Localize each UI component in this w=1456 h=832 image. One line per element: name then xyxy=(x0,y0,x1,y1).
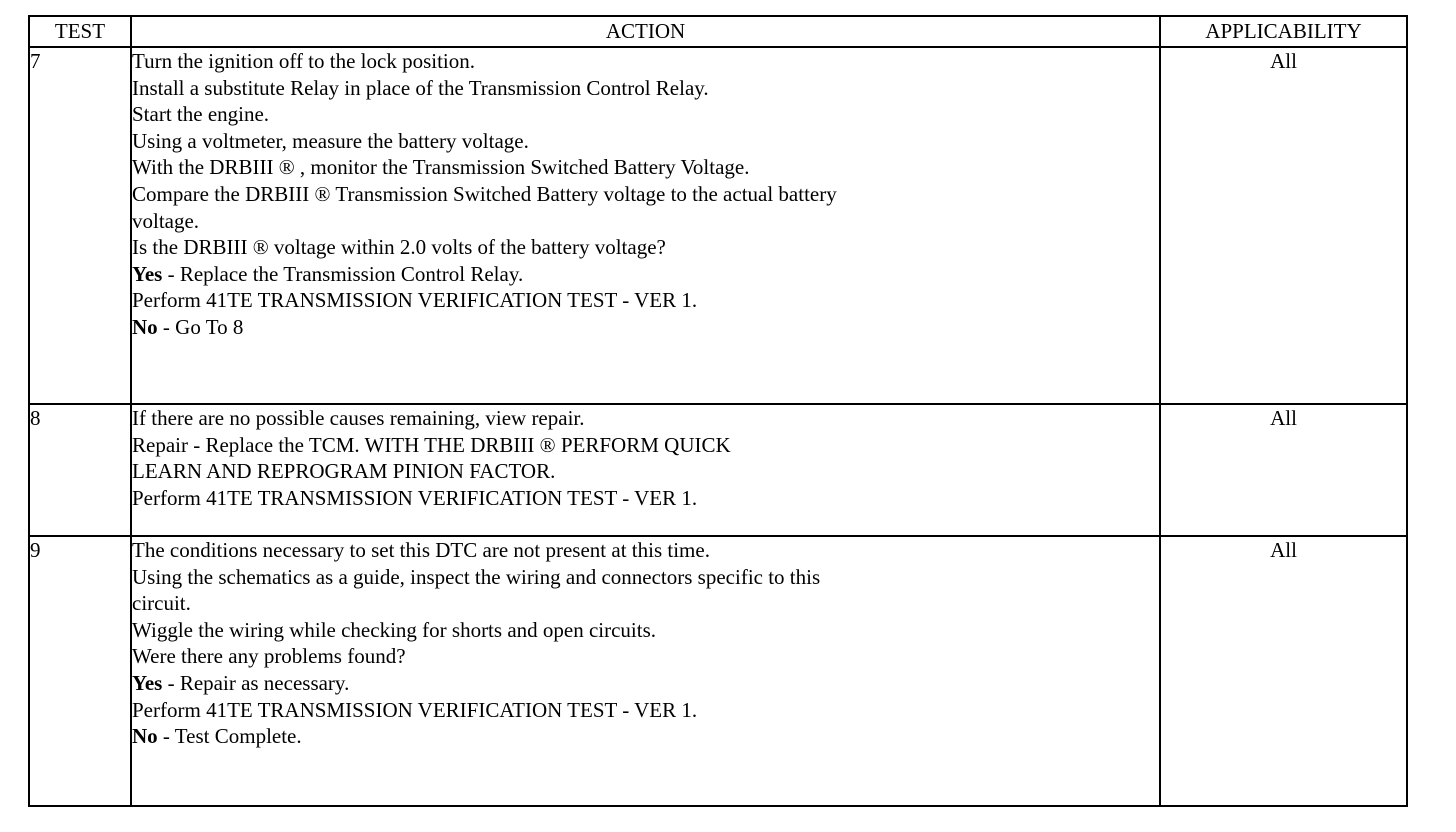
action-line: Turn the ignition off to the lock position. xyxy=(132,49,476,73)
action-line: Compare the DRBIII ® Transmission Switched Battery voltage to the actual battery xyxy=(132,181,837,206)
applicability-cell: All xyxy=(1160,47,1407,404)
action-line: Were there any problems found? xyxy=(132,644,406,669)
action-line: Perform 41TE TRANSMISSION VERIFICATION TEST - VER 1. xyxy=(132,697,698,722)
header-row xyxy=(29,16,1407,47)
action-line-no: No - Go To 8 xyxy=(132,314,244,339)
action-cell xyxy=(131,47,1160,404)
action-line: LEARN AND REPROGRAM PINION FACTOR. xyxy=(132,459,556,484)
table-row xyxy=(29,404,1407,536)
action-cell xyxy=(131,404,1160,536)
action-line: Perform 41TE TRANSMISSION VERIFICATION TEST - VER 1. xyxy=(132,288,698,313)
action-line: The conditions necessary to set this DTC are not present at this time. xyxy=(132,538,710,562)
applicability-cell: All xyxy=(1160,404,1407,536)
action-line: Wiggle the wiring while checking for shorts and open circuits. xyxy=(132,617,657,642)
yes-label: Yes xyxy=(132,261,163,286)
test-number: 8 xyxy=(29,404,131,536)
action-line: Install a substitute Relay in place of the Transmission Control Relay. xyxy=(132,75,709,100)
action-cell xyxy=(131,536,1160,806)
no-label: No xyxy=(132,314,158,339)
test-procedure-table xyxy=(28,15,1408,807)
action-line: Perform 41TE TRANSMISSION VERIFICATION TEST - VER 1. xyxy=(132,485,698,510)
action-line: Start the engine. xyxy=(132,102,270,127)
applicability-cell: All xyxy=(1160,536,1407,806)
action-line: Is the DRBIII ® voltage within 2.0 volts of the battery voltage? xyxy=(132,235,666,260)
test-number: 7 xyxy=(29,47,131,404)
test-number: 9 xyxy=(29,536,131,806)
table-row xyxy=(29,536,1407,806)
action-line: Repair - Replace the TCM. WITH THE DRBIII ® PERFORM QUICK xyxy=(132,432,731,457)
header-test: TEST xyxy=(29,16,131,47)
action-line: With the DRBIII ® , monitor the Transmission Switched Battery Voltage. xyxy=(132,155,750,180)
action-line-no: No - Test Complete. xyxy=(132,724,302,749)
yes-label: Yes xyxy=(132,670,163,695)
header-applicability: APPLICABILITY xyxy=(1160,16,1407,47)
action-line: circuit. xyxy=(132,591,191,616)
action-line: If there are no possible causes remaining, view repair. xyxy=(132,406,585,430)
no-label: No xyxy=(132,724,158,749)
action-line: Using a voltmeter, measure the battery voltage. xyxy=(132,128,529,153)
diagnostic-test-sheet xyxy=(28,15,1406,807)
action-line-yes: Yes - Replace the Transmission Control Relay. xyxy=(132,261,524,286)
header-action: ACTION xyxy=(131,16,1160,47)
table-row xyxy=(29,47,1407,404)
action-line: Using the schematics as a guide, inspect the wiring and connectors specific to this xyxy=(132,564,821,589)
action-line: voltage. xyxy=(132,208,200,233)
action-line-yes: Yes - Repair as necessary. xyxy=(132,670,350,695)
